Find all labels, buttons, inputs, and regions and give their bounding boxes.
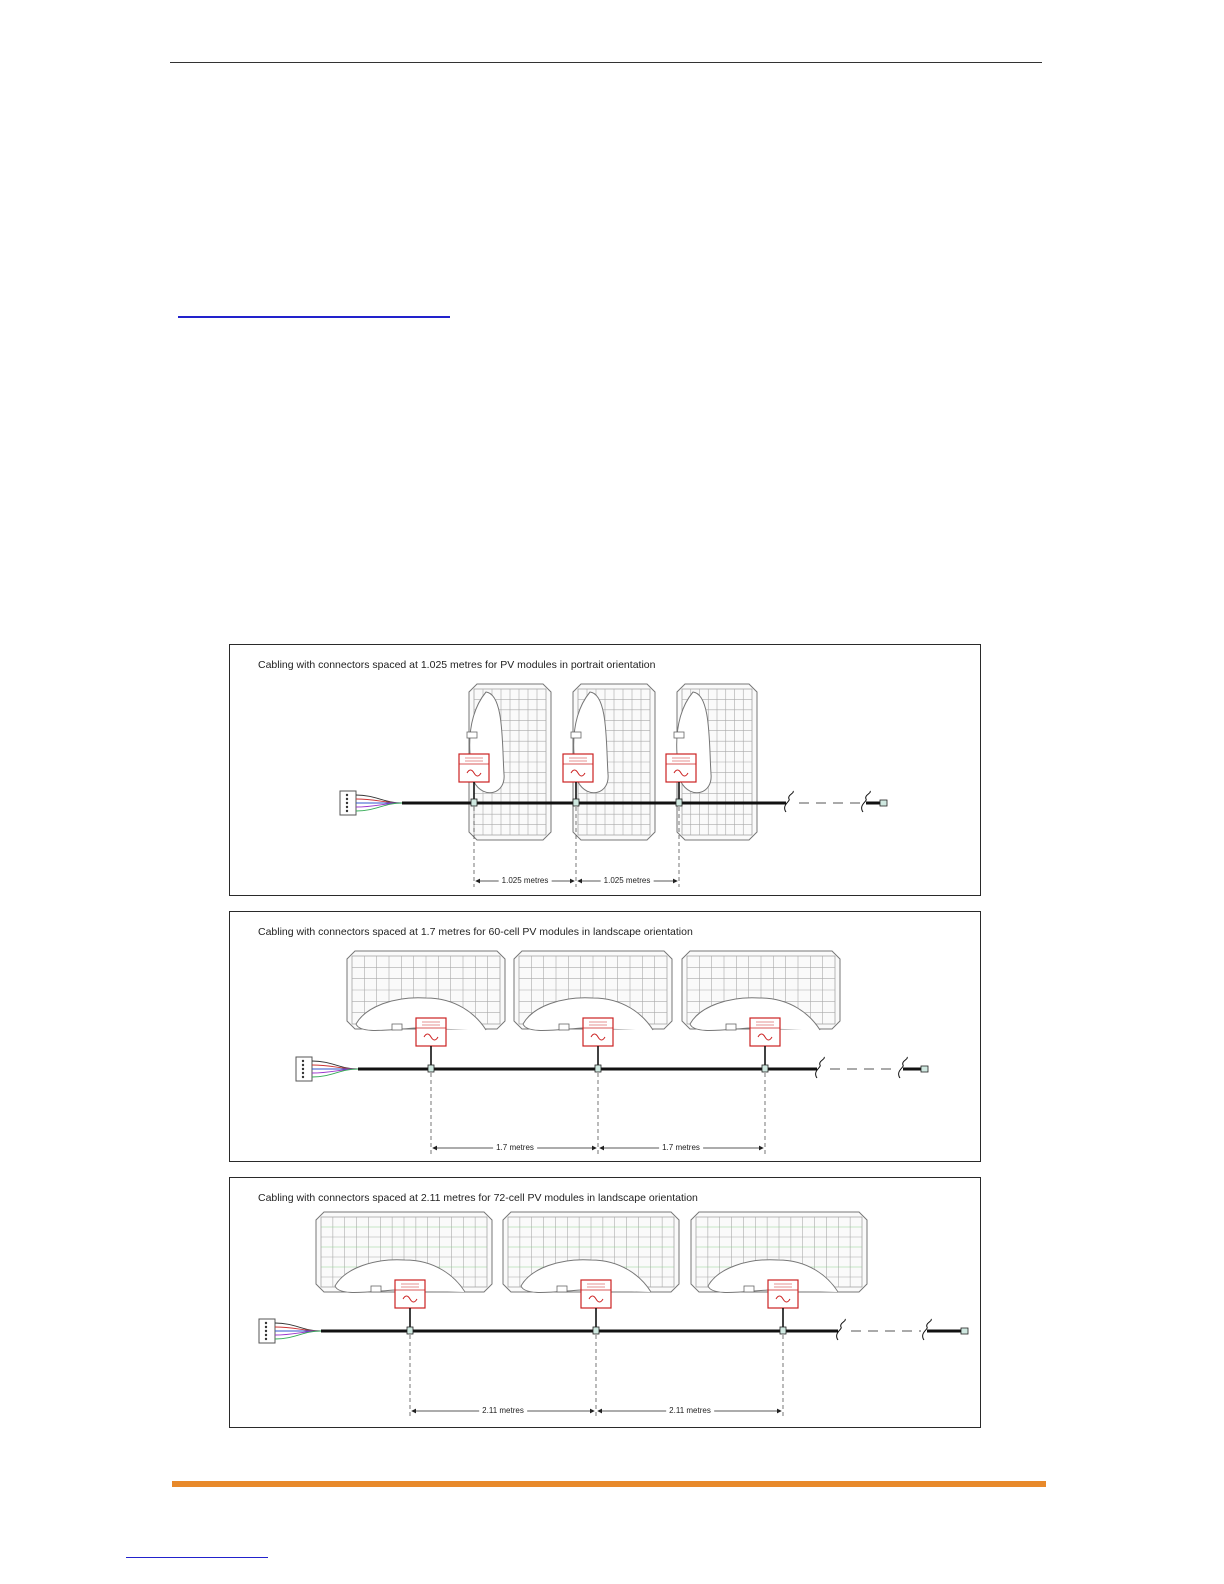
figure-title: Cabling with connectors spaced at 2.11 metres for 72-cell PV modules in landscape orientation bbox=[258, 1192, 698, 1204]
hyperlink-underline[interactable] bbox=[178, 316, 450, 318]
diagram-portrait bbox=[230, 645, 982, 897]
end-cap-connector bbox=[921, 1066, 928, 1072]
harness-pin bbox=[302, 1076, 304, 1078]
harness-pin bbox=[346, 798, 348, 800]
spacing-label-1: 1.7 metres bbox=[493, 1143, 537, 1152]
dc-connector bbox=[674, 732, 684, 738]
tap-connector bbox=[593, 1327, 599, 1334]
spacing-label-2: 1.025 metres bbox=[601, 876, 654, 885]
harness-wire bbox=[275, 1327, 321, 1331]
dc-connector bbox=[392, 1024, 402, 1030]
tap-connector bbox=[428, 1065, 434, 1072]
tap-connector bbox=[676, 799, 682, 806]
tap-connector bbox=[471, 799, 477, 806]
tap-connector bbox=[762, 1065, 768, 1072]
microinverter bbox=[563, 692, 608, 803]
diagram-72cell bbox=[230, 1178, 982, 1429]
harness-wire bbox=[356, 799, 402, 803]
figure-title: Cabling with connectors spaced at 1.025 metres for PV modules in portrait orientation bbox=[258, 659, 656, 671]
harness-pin bbox=[346, 802, 348, 804]
harness-pin bbox=[302, 1064, 304, 1066]
tap-connector bbox=[407, 1327, 413, 1334]
end-cap-connector bbox=[961, 1328, 968, 1334]
footnote-link-underline[interactable] bbox=[126, 1557, 268, 1558]
harness-pin bbox=[265, 1330, 267, 1332]
harness-pin bbox=[265, 1322, 267, 1324]
dc-connector bbox=[557, 1286, 567, 1292]
harness-pin bbox=[265, 1334, 267, 1336]
figure-72cell-landscape-cabling bbox=[229, 1177, 981, 1428]
figure-portrait-cabling bbox=[229, 644, 981, 896]
tap-connector bbox=[573, 799, 579, 806]
end-cap-connector bbox=[880, 800, 887, 806]
footer-accent-bar bbox=[172, 1481, 1046, 1487]
spacing-label-2: 1.7 metres bbox=[659, 1143, 703, 1152]
harness-pin bbox=[346, 806, 348, 808]
harness-pin bbox=[302, 1072, 304, 1074]
figure-60cell-landscape-cabling bbox=[229, 911, 981, 1162]
harness-pin bbox=[302, 1068, 304, 1070]
harness-wire bbox=[312, 1065, 358, 1069]
header-rule bbox=[170, 62, 1042, 63]
microinverter bbox=[459, 692, 504, 803]
dc-connector bbox=[571, 732, 581, 738]
diagram-60cell bbox=[230, 912, 982, 1163]
dc-connector bbox=[559, 1024, 569, 1030]
dc-connector bbox=[726, 1024, 736, 1030]
harness-pin bbox=[265, 1326, 267, 1328]
cable-harness bbox=[259, 1319, 321, 1343]
tap-connector bbox=[780, 1327, 786, 1334]
dc-connector bbox=[371, 1286, 381, 1292]
cable-harness bbox=[340, 791, 402, 815]
harness-pin bbox=[346, 794, 348, 796]
tap-connector bbox=[595, 1065, 601, 1072]
spacing-label-2: 2.11 metres bbox=[666, 1406, 714, 1415]
spacing-label-1: 1.025 metres bbox=[499, 876, 552, 885]
harness-pin bbox=[346, 810, 348, 812]
dc-connector bbox=[467, 732, 477, 738]
spacing-label-1: 2.11 metres bbox=[479, 1406, 527, 1415]
harness-pin bbox=[302, 1060, 304, 1062]
dc-connector bbox=[744, 1286, 754, 1292]
figure-title: Cabling with connectors spaced at 1.7 metres for 60-cell PV modules in landscape orientation bbox=[258, 926, 693, 938]
microinverter bbox=[666, 692, 711, 803]
cable-harness bbox=[296, 1057, 358, 1081]
harness-pin bbox=[265, 1338, 267, 1340]
